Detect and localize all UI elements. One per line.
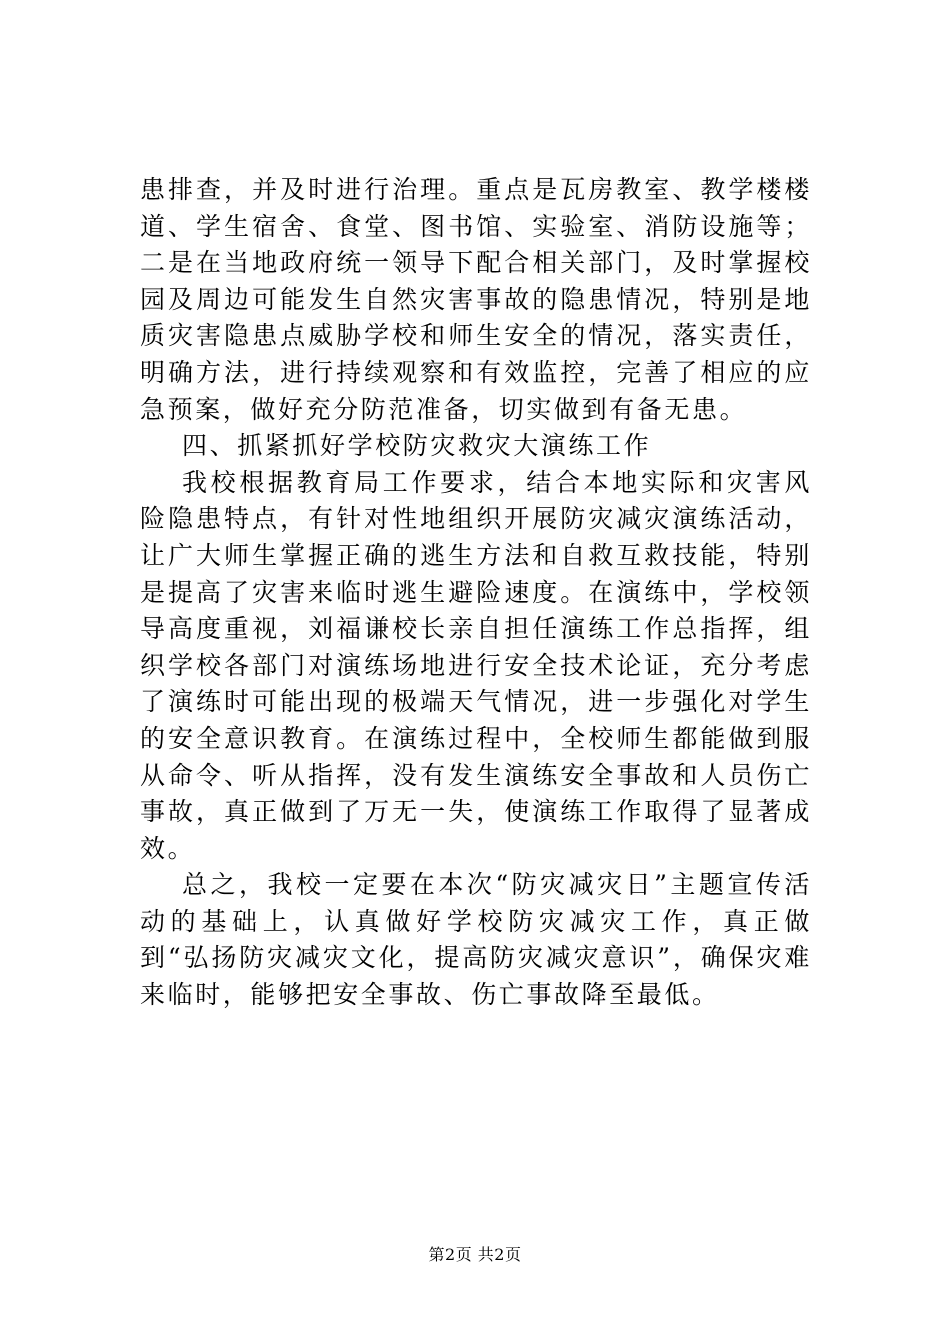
paragraph-conclusion: 总之，我校一定要在本次“防灾减灾日”主题宣传活动的基础上，认真做好学校防灾减灾工作，真正做到“弘扬防灾减灾文化，提高防灾减灾意识”，确保灾难来临时，能够把安全事故、伤亡事故降至最低。	[140, 870, 812, 1010]
page-number-footer: 第2页 共2页	[428, 1245, 522, 1264]
document-body	[140, 172, 812, 1014]
section-heading: 四、抓紧抓好学校防灾救灾大演练工作	[182, 431, 652, 461]
paragraph-continuation: 患排查，并及时进行治理。重点是瓦房教室、教学楼楼道、学生宿舍、食堂、图书馆、实验室、消防设施等；二是在当地政府统一领导下配合相关部门，及时掌握校园及周边可能发生自然灾害事故的隐患情况，特别是地质灾害隐患点威胁学校和师生安全的情况，落实责任，明确方法，进行持续观察和有效监控，完善了相应的应急预案，做好充分防范准备，切实做到有备无患。	[140, 175, 812, 424]
paragraph-drill: 我校根据教育局工作要求，结合本地实际和灾害风险隐患特点，有针对性地组织开展防灾减灾演练活动，让广大师生掌握正确的逃生方法和自救互救技能，特别是提高了灾害来临时逃生避险速度。在演练中，学校领导高度重视，刘福谦校长亲自担任演练工作总指挥，组织学校各部门对演练场地进行安全技术论证，充分考虑了演练时可能出现的极端天气情况，进一步强化对学生的安全意识教育。在演练过程中，全校师生都能做到服从命令、听从指挥，没有发生演练安全事故和人员伤亡事故，真正做到了万无一失，使演练工作取得了显著成效。	[140, 467, 812, 863]
